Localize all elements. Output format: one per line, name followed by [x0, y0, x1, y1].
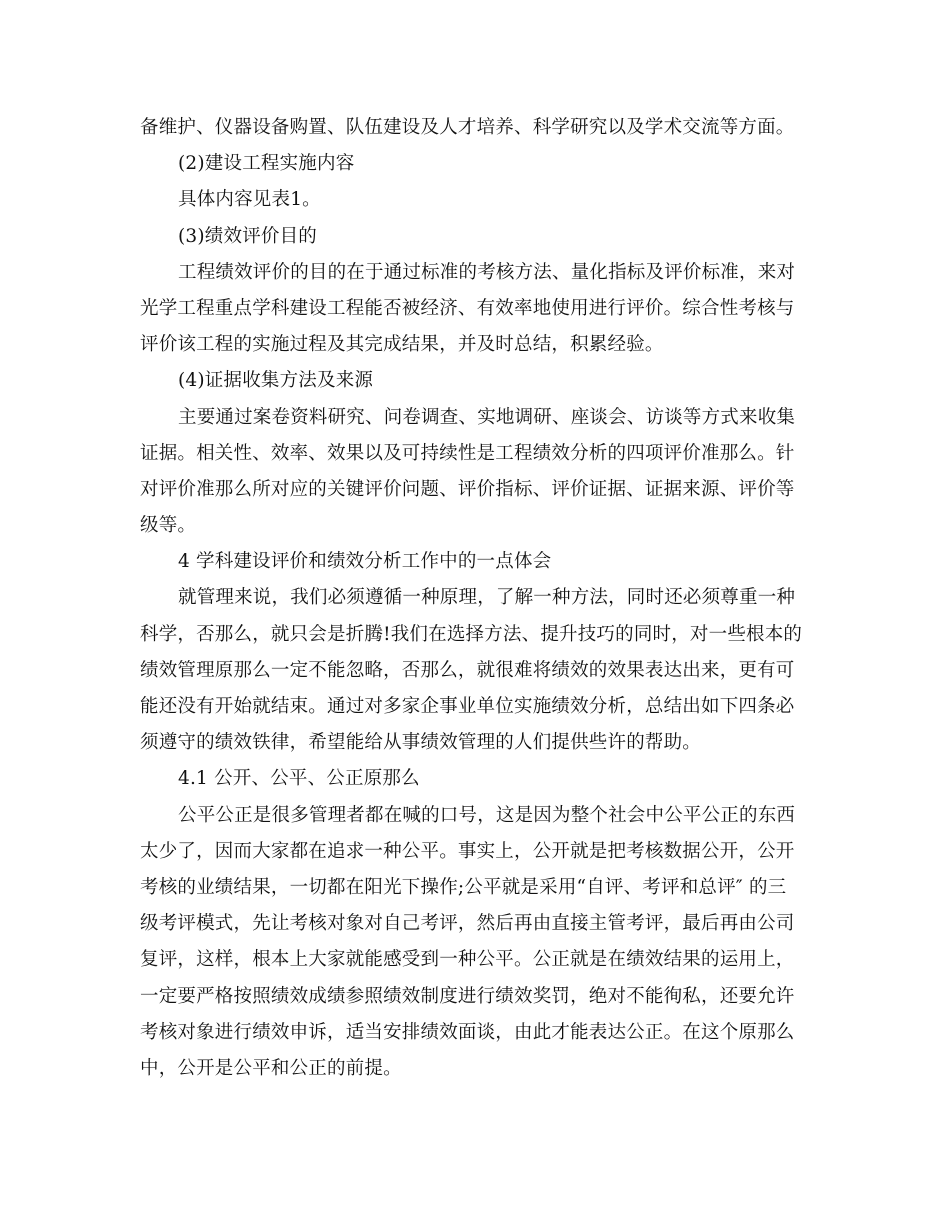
text-line: 对评价准那么所对应的关键评价问题、评价指标、评价证据、证据来源、评价等 — [140, 478, 795, 500]
text-line: 具体内容见表1。 — [178, 189, 321, 211]
text-line: (2)建设工程实施内容 — [178, 153, 355, 175]
text-line: 太少了，因而大家都在追求一种公平。事实上，公开就是把考核数据公开，公开 — [140, 840, 795, 862]
text-line: 复评，这样，根本上大家就能感受到一种公平。公正就是在绩效结果的运用上， — [140, 949, 795, 971]
text-line: 主要通过案卷资料研究、问卷调查、实地调研、座谈会、访谈等方式来收集 — [178, 406, 796, 428]
text-line: 考核对象进行绩效申诉，适当安排绩效面谈，由此才能表达公正。在这个原那么 — [140, 1021, 795, 1043]
text-line: 中，公开是公平和公正的前提。 — [140, 1057, 402, 1079]
text-line: 级等。 — [140, 515, 197, 537]
text-line: (4)证据收集方法及来源 — [178, 370, 374, 392]
text-line: 绩效管理原那么一定不能忽略，否那么，就很难将绩效的效果表达出来，更有可 — [140, 659, 795, 681]
text-line: 级考评模式，先让考核对象对自己考评，然后再由直接主管考评，最后再由公司 — [140, 913, 795, 935]
text-line: 公平公正是很多管理者都在喊的口号，这是因为整个社会中公平公正的东西 — [178, 804, 796, 826]
text-line: 能还没有开始就结束。通过对多家企事业单位实施绩效分析，总结出如下四条必 — [140, 696, 795, 717]
text-line: 备维护、仪器设备购置、队伍建设及人才培养、科学研究以及学术交流等方面。 — [140, 117, 795, 138]
text-line: 光学工程重点学科建设工程能否被经济、有效率地使用进行评价。综合性考核与 — [140, 297, 795, 319]
text-line: 工程绩效评价的目的在于通过标准的考核方法、量化指标及评价标准，来对 — [178, 261, 796, 283]
text-line: (3)绩效评价目的 — [178, 225, 318, 247]
text-line: 就管理来说，我们必须遵循一种原理，了解一种方法，同时还必须尊重一种 — [178, 587, 796, 609]
document-body — [140, 110, 810, 1087]
text-line: 4 学科建设评价和绩效分析工作中的一点体会 — [178, 551, 552, 573]
text-line: 须遵守的绩效铁律，希望能给从事绩效管理的人们提供些许的帮助。 — [140, 732, 702, 754]
text-line: 科学，否那么，就只会是折腾!我们在选择方法、提升技巧的同时，对一些根本的 — [140, 623, 803, 645]
text-line: 一定要严格按照绩效成绩参照绩效制度进行绩效奖罚，绝对不能徇私，还要允许 — [140, 985, 795, 1007]
text-line: 评价该工程的实施过程及其完成结果，并及时总结，积累经验。 — [140, 334, 664, 356]
text-line: 证据。相关性、效率、效果以及可持续性是工程绩效分析的四项评价准那么。针 — [140, 442, 795, 464]
text-line: 考核的业绩结果，一切都在阳光下操作;公平就是采用“自评、考评和总评″ 的三 — [140, 876, 787, 898]
text-line: 4.1 公开、公平、公正原那么 — [178, 768, 420, 790]
